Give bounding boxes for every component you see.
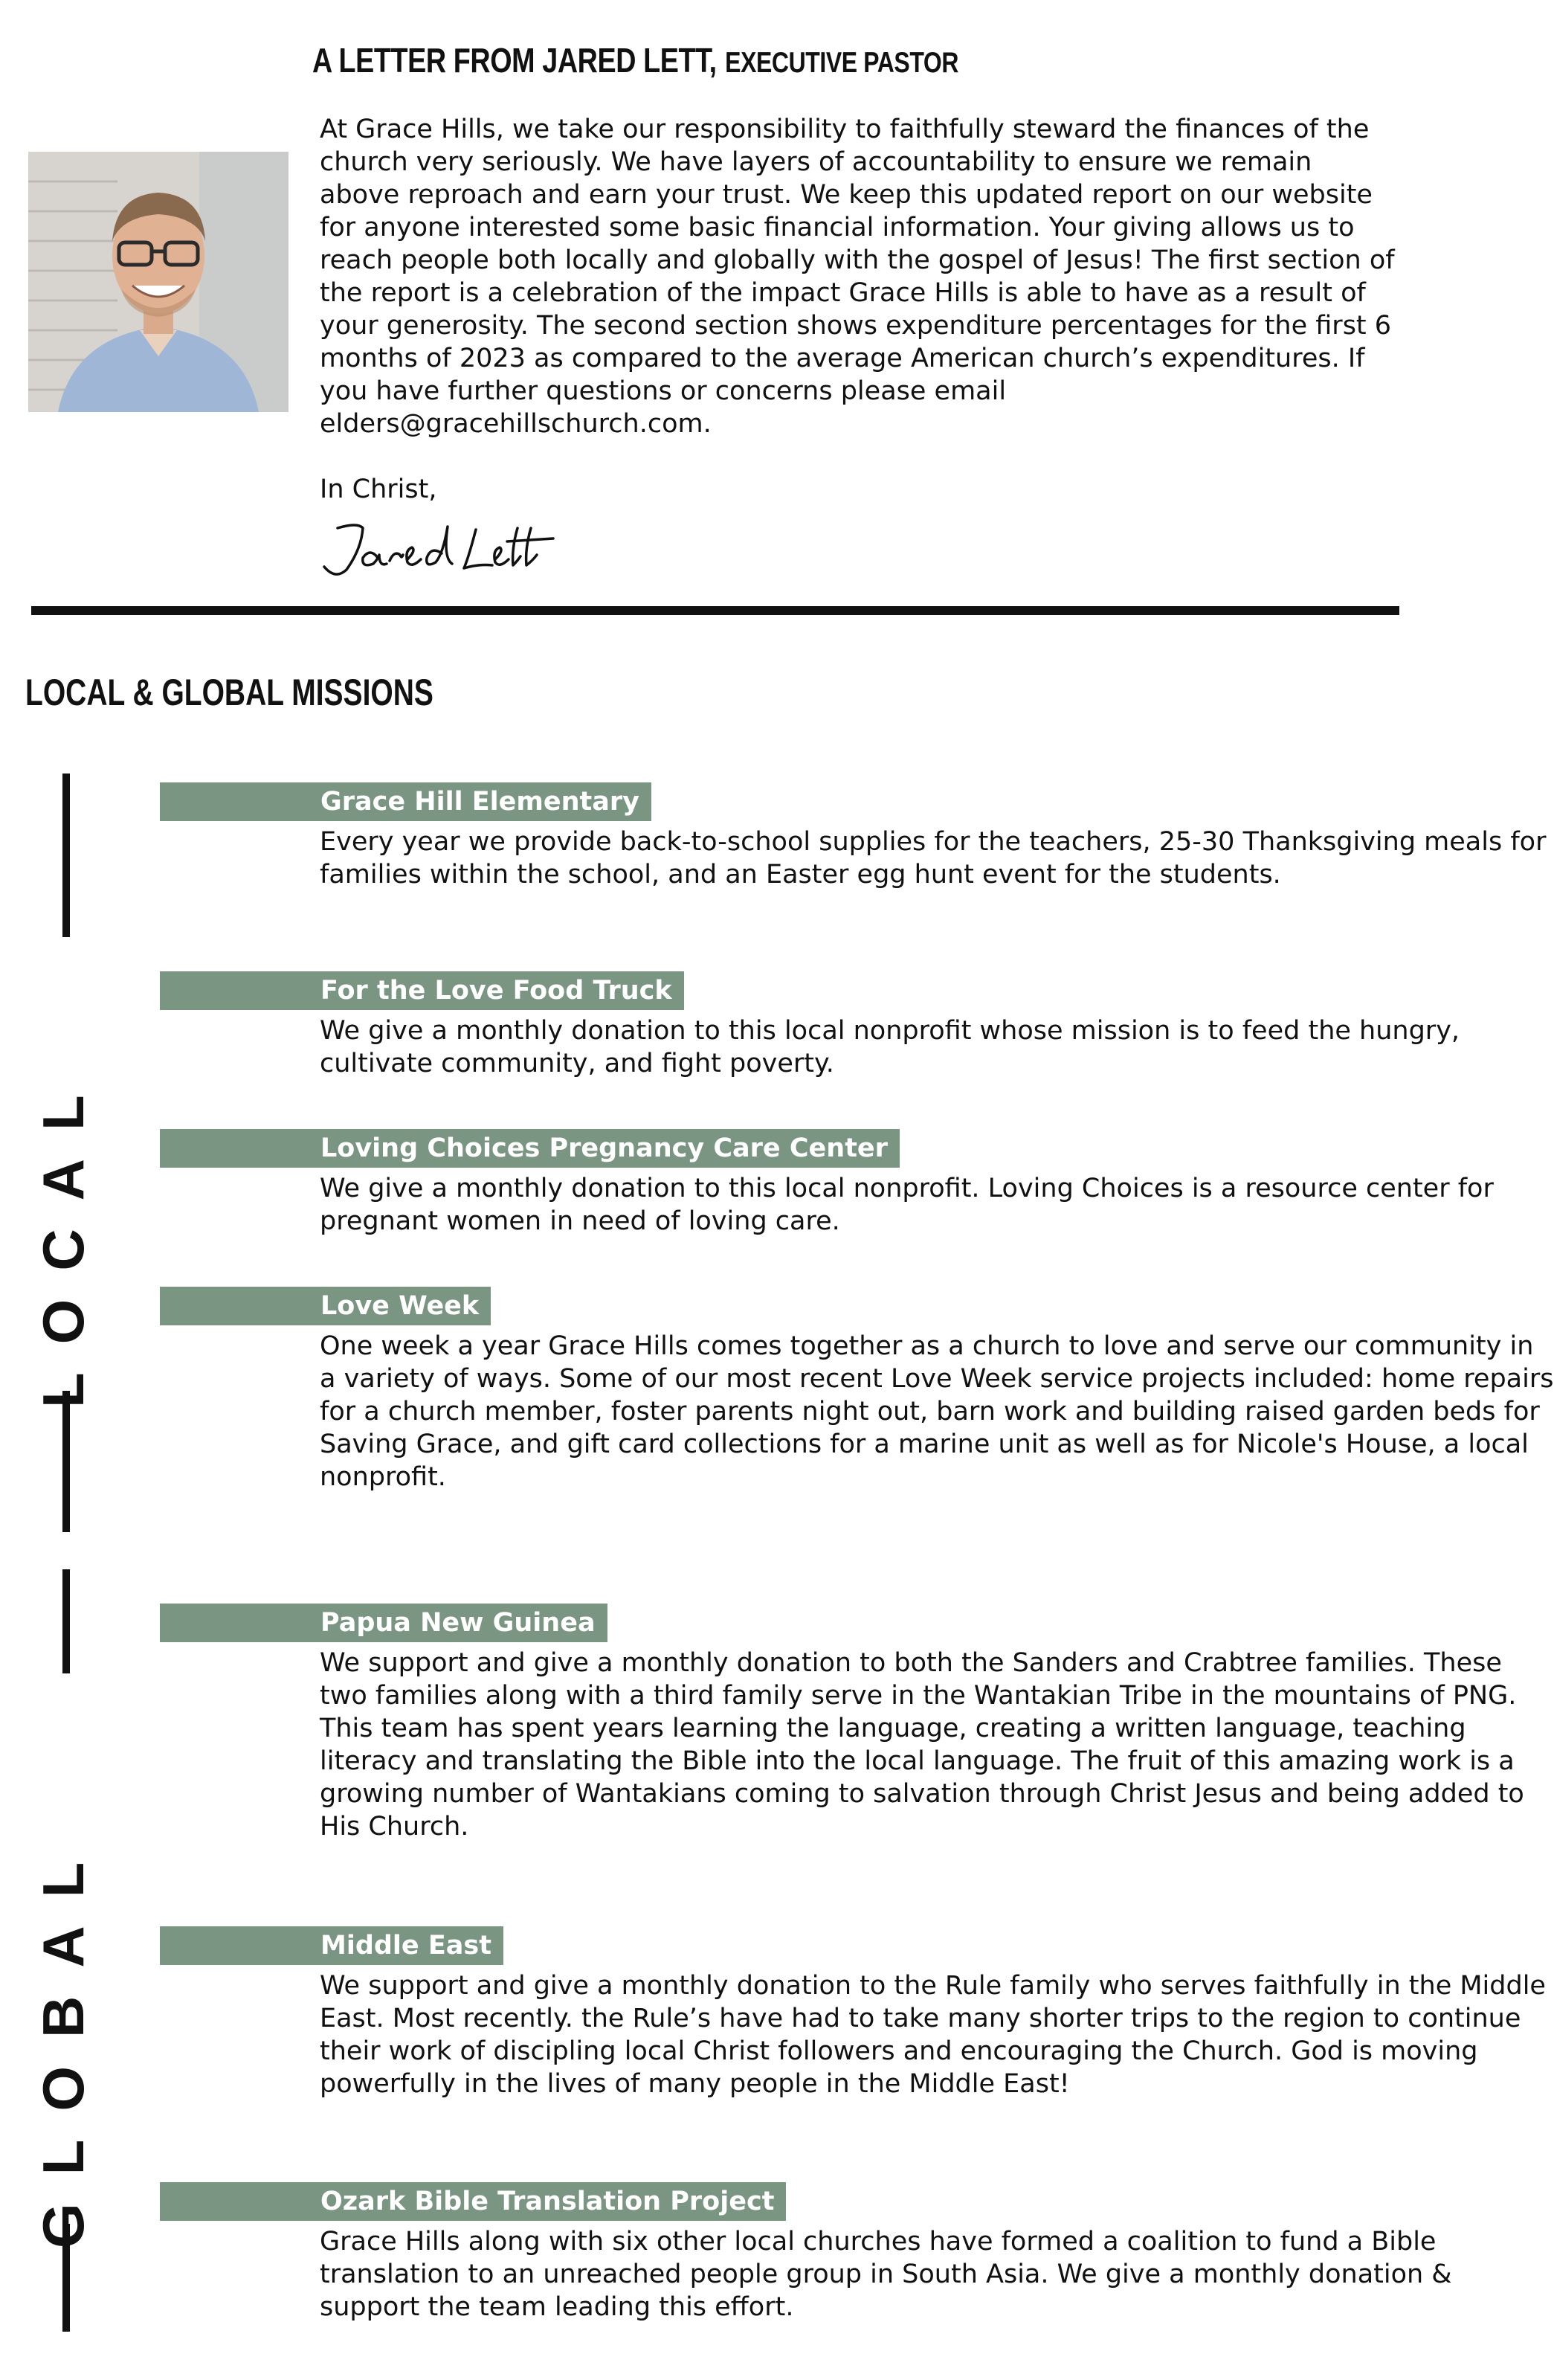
mission-title: Love Week xyxy=(160,1287,491,1325)
mission-description: We give a monthly donation to this local nonprofit. Loving Choices is a resource center for pregnant women in need of loving care. xyxy=(320,1174,1494,1236)
mission-title: Loving Choices Pregnancy Care Center xyxy=(160,1129,900,1168)
section-divider xyxy=(31,606,1399,615)
letter-closing: In Christ, xyxy=(320,475,437,504)
mission-title: Papua New Guinea xyxy=(160,1604,607,1642)
mission-title: Grace Hill Elementary xyxy=(160,782,651,821)
letter-body: At Grace Hills, we take our responsibility to faithfully steward the finances of the church very seriously. We have layers of accountability to ensure we remain above reproach and earn your trust. We keep this updated report on our website for anyone interested some basic financial information. Your giving allows us to reach people both locally and globally with the gospel of Jesus! The first section of the report is a celebration of the impact Grace Hills is able to have as a result of your generosity. The second section shows expenditure percentages for the first 6 months of 2023 as compared to the average American church’s expenditures. If you have further questions or concerns please email elders@gracehillschurch.com. xyxy=(320,115,1395,439)
missions-heading: LOCAL & GLOBAL MISSIONS xyxy=(25,672,433,713)
mission-description: One week a year Grace Hills comes together as a church to love and serve our community in a variety of ways. Some of our most recent Love Week service projects included: home repairs for a church member, foster parents night out, barn work and building raised garden beds for Saving Grace, and gift card collections for a marine unit as well as for Nicole's House, a local nonprofit. xyxy=(320,1331,1554,1492)
mission-description: We support and give a monthly donation to the Rule family who serves faithfully in the Middle East. Most recently. the Rule’s have had to take many shorter trips to the region to continue their work of discipling local Christ followers and encouraging the Church. God is moving powerfully in the lives of many people in the Middle East! xyxy=(320,1971,1546,2099)
global-side-label xyxy=(30,1569,98,2332)
signature xyxy=(317,512,562,586)
mission-description: Grace Hills along with six other local churches have formed a coalition to fund a Bible translation to an unreached people group in South Asia. We give a monthly donation & support the team leading this effort. xyxy=(320,2227,1452,2322)
local-label-bar-bottom xyxy=(62,1391,70,1532)
local-label-bar-top xyxy=(62,774,70,937)
mission-description: We give a monthly donation to this local nonprofit whose mission is to feed the hungry, cultivate community, and fight poverty. xyxy=(320,1016,1460,1078)
portrait-illustration xyxy=(28,152,288,412)
mission-title: Middle East xyxy=(160,1926,503,1965)
mission-title: For the Love Food Truck xyxy=(160,971,684,1010)
global-label-word xyxy=(30,1681,98,2248)
letter-title xyxy=(312,40,958,80)
global-label-bar-top xyxy=(62,1569,70,1673)
mission-title: Ozark Bible Translation Project xyxy=(160,2182,786,2221)
local-letter: LOCAL xyxy=(30,1067,96,1408)
mission-description: We support and give a monthly donation to both the Sanders and Crabtree families. These two families along with a third family serve in the Wantakian Tribe in the mountains of PNG. This team has spent years learning the language, creating a written language, teaching literacy and translating the Bible into the local language. The fruit of this amazing work is a growing number of Wantakians coming to salvation through Christ Jesus and being added to His Church. xyxy=(320,1648,1524,1842)
local-side-label xyxy=(30,774,98,1532)
letter-title-name: A LETTER FROM JARED LETT, xyxy=(312,41,717,80)
letter-title-role: EXECUTIVE PASTOR xyxy=(725,47,959,79)
local-label-word xyxy=(30,945,98,1408)
pastor-portrait xyxy=(28,152,288,412)
global-letter: GLOBAL xyxy=(30,1833,96,2248)
mission-description: Every year we provide back-to-school supplies for the teachers, 25-30 Thanksgiving meals for families within the school, and an Easter egg hunt event for the students. xyxy=(320,827,1547,890)
